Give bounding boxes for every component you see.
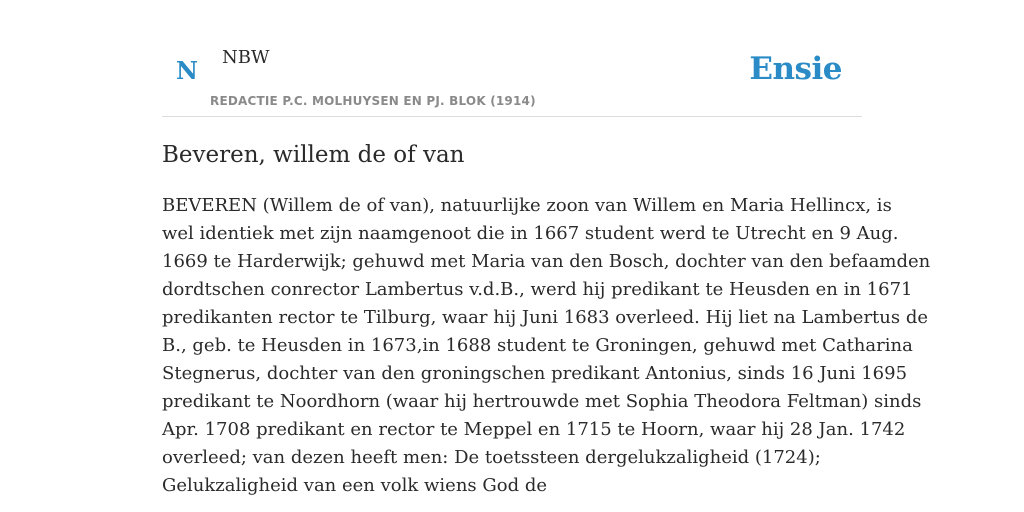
article-body-line: B., geb. te Heusden in 1673,in 1688 student te Groningen, gehuwd met Catharina — [162, 335, 913, 356]
source-subtitle: REDACTIE P.C. MOLHUYSEN EN PJ. BLOK (1914) — [210, 94, 536, 108]
article-body — [162, 192, 931, 500]
article-body-line: predikanten rector te Tilburg, waar hij Juni 1683 overleed. Hij liet na Lambertus de — [162, 307, 929, 328]
article-body-line: Apr. 1708 predikant en rector te Meppel en 1715 te Hoorn, waar hij 28 Jan. 1742 — [162, 419, 906, 440]
article-body-line: 1669 te Harderwijk; gehuwd met Maria van den Bosch, dochter van den befaamden — [162, 251, 931, 272]
brand-logo[interactable]: Ensie — [749, 51, 842, 87]
source-logo[interactable]: N — [176, 56, 198, 85]
article-body-line: wel identiek met zijn naamgenoot die in 1667 student werd te Utrecht en 9 Aug. — [162, 223, 899, 244]
source-code[interactable]: NBW — [222, 47, 270, 68]
article-body-line: overleed; van dezen heeft men: De toetssteen dergelukzaligheid (1724); — [162, 447, 821, 468]
article-title: Beveren, willem de of van — [162, 142, 465, 168]
article-body-line: Gelukzaligheid van een volk wiens God de — [162, 475, 548, 496]
article-body-line: predikant te Noordhorn (waar hij hertrouwde met Sophia Theodora Feltman) sinds — [162, 391, 922, 412]
article-body-line: Stegnerus, dochter van den groningschen predikant Antonius, sinds 16 Juni 1695 — [162, 363, 908, 384]
article-body-line: dordtschen conrector Lambertus v.d.B., werd hij predikant te Heusden en in 1671 — [162, 279, 913, 300]
article-body-line: BEVEREN (Willem de of van), natuurlijke zoon van Willem en Maria Hellincx, is — [162, 195, 892, 216]
page-header — [162, 0, 862, 117]
